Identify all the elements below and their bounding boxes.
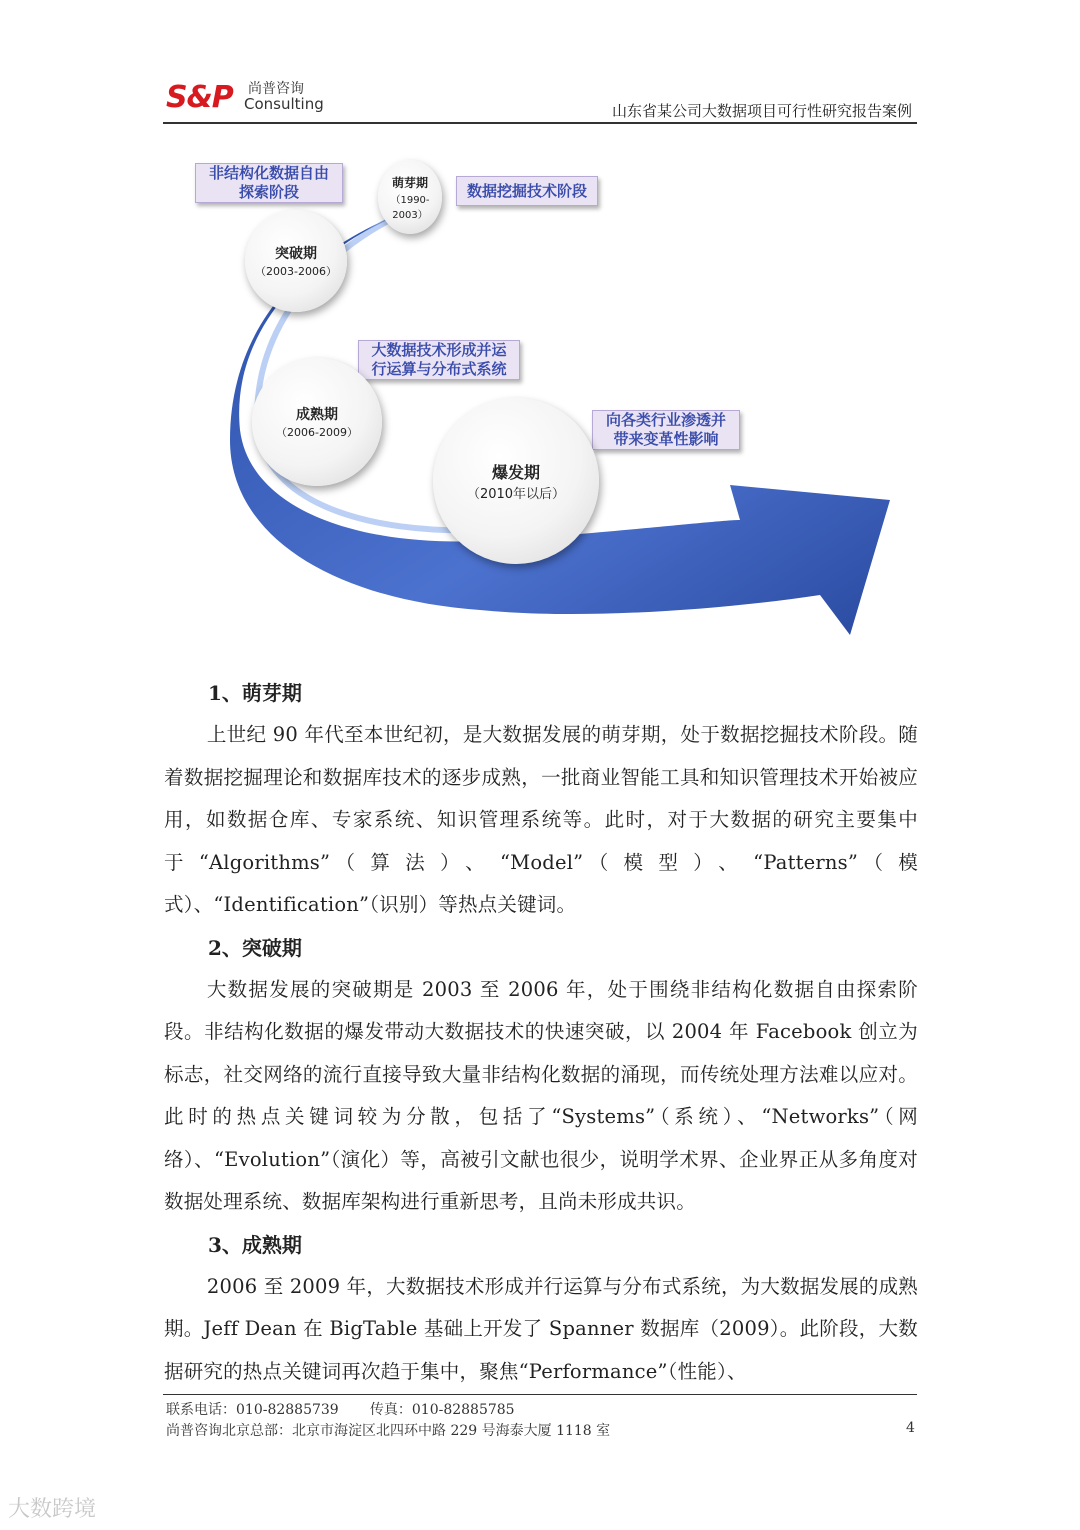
callout-industry-impact [592, 410, 740, 450]
stage-name: 萌芽期 [391, 175, 428, 190]
callout-line: 探索阶段 [238, 183, 299, 201]
callout-unstructured-exploration [195, 163, 343, 203]
footer-phone: 联系电话：010-82885739 [166, 1402, 339, 1418]
footer-contact [166, 1399, 515, 1419]
callout-line: 行运算与分布式系统 [371, 360, 507, 378]
stage-name: 成熟期 [296, 407, 338, 423]
logo-english-name: Consulting [244, 95, 324, 113]
stage-years: （2006-2009） [276, 426, 358, 439]
watermark: 大数跨境 [8, 1497, 97, 1522]
callout-data-mining: 数据挖掘技术阶段 [456, 176, 598, 206]
header-document-title: 山东省某公司大数据项目可行性研究报告案例 [611, 102, 912, 120]
logo-chinese-name: 尚普咨询 [248, 81, 304, 97]
callout-line: 大数据技术形成并运 [371, 341, 507, 359]
stage-years: （1990-2003） [390, 194, 430, 221]
section-heading: 3、成熟期 [208, 1232, 302, 1257]
section-paragraph: 2006 至 2009 年，大数据技术形成并行运算与分布式系统，为大数据发展的成熟期。Jeff Dean 在 BigTable 基础上开发了 Spanner 数据库（2009）。此阶段，大数据研究的热点关键词再次趋于集中，聚焦“Performance”（性能）、 [164, 1274, 918, 1383]
callout-line: 向各类行业渗透并 [605, 411, 726, 429]
footer-address: 尚普咨询北京总部：北京市海淀区北四环中路 229 号海泰大厦 1118 室 [166, 1423, 611, 1439]
callout-bigdata-technology [358, 340, 520, 380]
stage-years: （2003-2006） [255, 265, 337, 278]
section-paragraph: 上世纪 90 年代至本世纪初，是大数据发展的萌芽期，处于数据挖掘技术阶段。随着数据挖掘理论和数据库技术的逐步成熟，一批商业智能工具和知识管理技术开始被应用，如数据仓库、专家系统、知识管理系统等。此时，对于大数据的研究主要集中于“Algorithms”（算法）、“Model”（模型）、“Patterns”（模式）、“Identification”（识别）等热点关键词。 [164, 723, 918, 916]
stage-mature-circle [252, 358, 382, 486]
stage-sprout-circle [378, 160, 442, 234]
stage-explosion-circle [433, 398, 599, 564]
big-data-development-diagram [160, 140, 920, 660]
page-number: 4 [906, 1420, 915, 1436]
section-paragraph: 大数据发展的突破期是 2003 至 2006 年，处于围绕非结构化数据自由探索阶段。非结构化数据的爆发带动大数据技术的快速突破，以 2004 年 Facebook 创立为标志，社交网络的流行直接导致大量非结构化数据的涌现，而传统处理方法难以应对。此时的热点关键词较为分散，包括了“Systems”（系统）、“Networks”（网络）、“Evolution”（演化）等，高被引文献也很少，说明学术界、企业界正从多角度对数据处理系统、数据库架构进行重新思考，且尚未形成共识。 [164, 977, 918, 1213]
stage-name: 突破期 [275, 246, 317, 262]
callout-line: 带来变革性影响 [613, 430, 719, 448]
header-divider [163, 122, 917, 124]
logo-mark: S&P [166, 80, 233, 115]
section-heading: 1、萌芽期 [208, 681, 302, 705]
callout-line: 非结构化数据自由 [208, 164, 329, 182]
stage-breakthrough-circle [245, 210, 347, 312]
section-heading: 2、突破期 [208, 935, 302, 960]
stage-name: 爆发期 [491, 463, 540, 482]
body-content [164, 672, 918, 1393]
company-logo [166, 78, 336, 118]
footer-divider [163, 1394, 917, 1395]
stage-years: （2010年以后） [466, 487, 566, 502]
footer-fax: 传真：010-82885785 [369, 1402, 515, 1418]
